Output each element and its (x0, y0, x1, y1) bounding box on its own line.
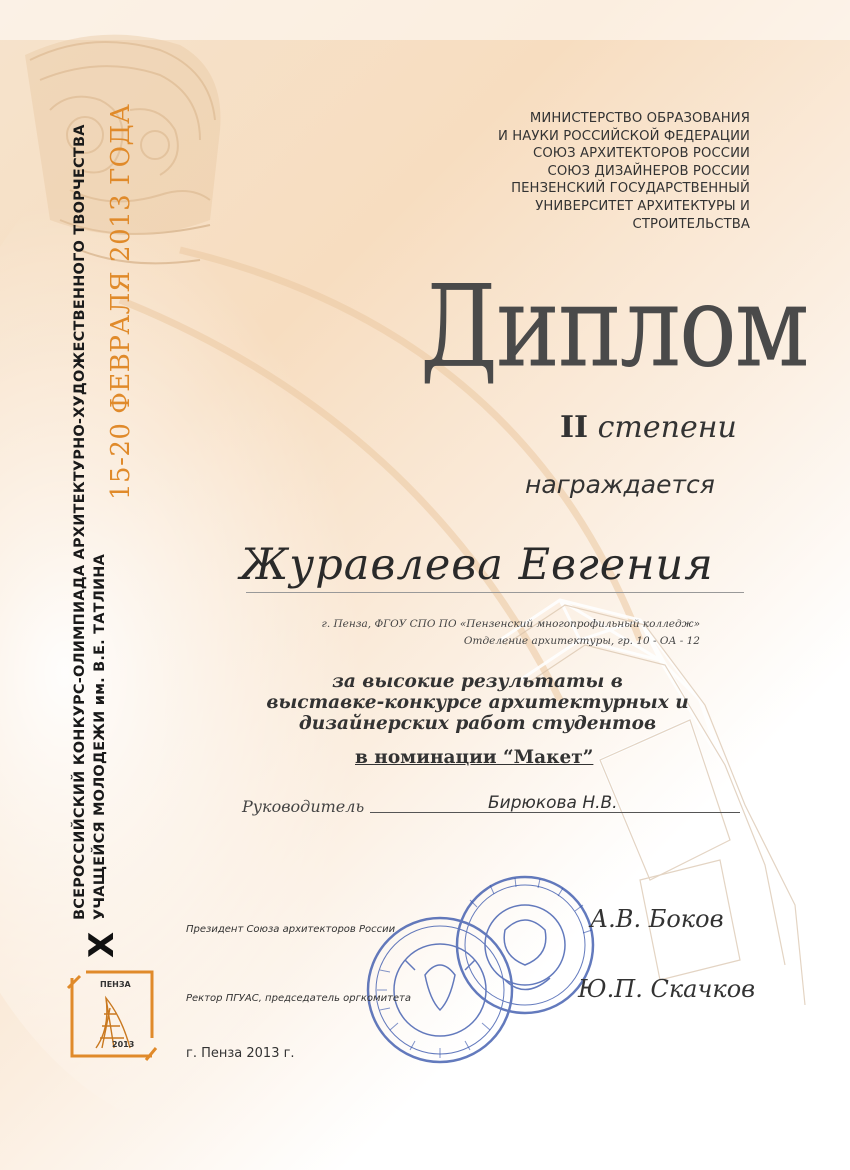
reason-line: дизайнерских работ студентов (298, 713, 657, 734)
signature-name-rector: Ю.П. Скачков (578, 975, 756, 1003)
awarded-label: награждается (525, 470, 715, 499)
event-roman-numeral: X (82, 931, 122, 958)
recipient-underline (246, 592, 744, 593)
organization-line: УНИВЕРСИТЕТ АРХИТЕКТУРЫ И (535, 198, 750, 214)
organization-line: СОЮЗ АРХИТЕКТОРОВ РОССИИ (533, 146, 750, 162)
reason-line: выставке-конкурсе архитектурных и (266, 692, 689, 713)
reason-line: за высокие результаты в (332, 671, 623, 692)
official-stamps (355, 860, 605, 1085)
diploma-degree (560, 410, 737, 445)
organization-line: ПЕНЗЕНСКИЙ ГОСУДАРСТВЕННЫЙ (511, 181, 750, 197)
recipient-name: Журавлева Евгения (240, 540, 714, 590)
institution-line: г. Пенза, ФГОУ СПО ПО «Пензенский многопрофильный колледж» (321, 618, 700, 630)
organization-line: СТРОИТЕЛЬСТВА (632, 216, 750, 232)
nomination: в номинации “Макет” (355, 747, 594, 768)
logo-year-label: 2013 (112, 1040, 135, 1049)
signature-title-president: Президент Союза архитекторов России (186, 924, 396, 935)
event-dates: 15-20 ФЕВРАЛЯ 2013 ГОДА (106, 103, 136, 500)
organization-line: СОЮЗ ДИЗАЙНЕРОВ РОССИИ (547, 163, 750, 179)
event-title-line2: УЧАЩЕЙСЯ МОЛОДЕЖИ им. В.Е. ТАТЛИНА (92, 553, 108, 920)
organization-line: МИНИСТЕРСТВО ОБРАЗОВАНИЯ (529, 111, 750, 126)
signature-title-rector: Ректор ПГУАС, председатель оргкомитета (186, 993, 411, 1004)
place-and-year: г. Пенза 2013 г. (186, 1046, 295, 1061)
logo-city-label: ПЕНЗА (100, 980, 131, 989)
degree-roman: II (560, 410, 589, 445)
award-reason (240, 671, 715, 734)
organization-line: И НАУКИ РОССИЙСКОЙ ФЕДЕРАЦИИ (498, 128, 750, 144)
diploma-title: Диплом (420, 260, 808, 393)
recipient-institution (250, 616, 700, 650)
issuing-organizations (498, 110, 750, 233)
signature-name-president: А.В. Боков (590, 905, 724, 933)
event-title-line1: ВСЕРОССИЙСКИЙ КОНКУРС-ОЛИМПИАДА АРХИТЕКТУРНО-ХУДОЖЕСТВЕННОГО ТВОРЧЕСТВА (72, 124, 88, 920)
supervisor-name: Бирюкова Н.В. (488, 793, 618, 813)
institution-line: Отделение архитектуры, гр. 10 - ОА - 12 (463, 635, 700, 647)
supervisor-label: Руководитель (242, 797, 365, 816)
degree-word: степени (597, 410, 737, 445)
